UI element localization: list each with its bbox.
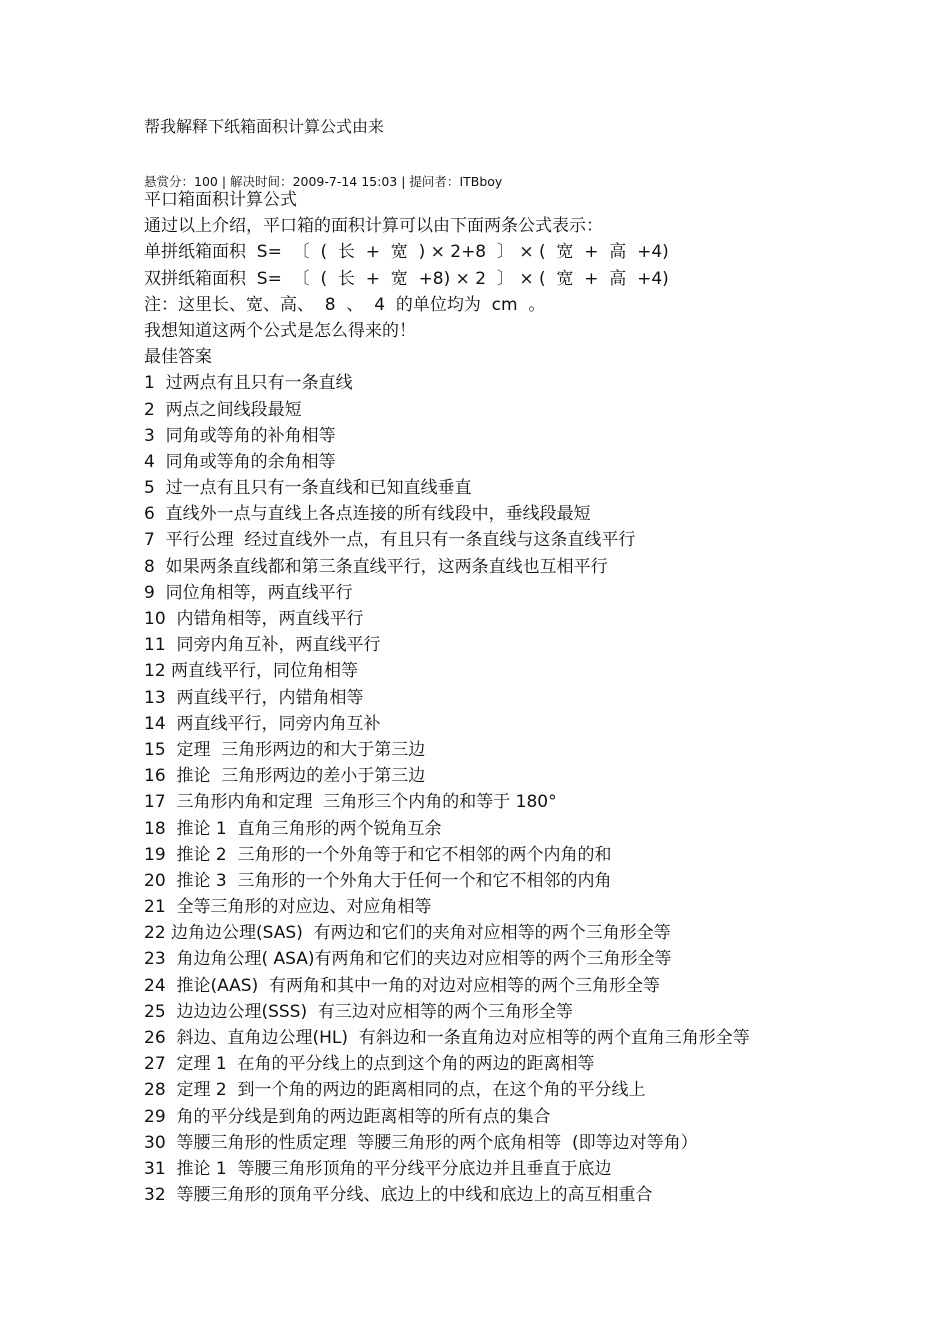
list-item: 7 平行公理 经过直线外一点，有且只有一条直线与这条直线平行 [144,530,636,551]
list-item: 17 三角形内角和定理 三角形三个内角的和等于 180° [144,792,557,813]
list-item: 3 同角或等角的补角相等 [144,425,336,446]
list-item: 9 同位角相等，两直线平行 [144,582,353,603]
list-item: 26 斜边、直角边公理(HL) 有斜边和一条直角边对应相等的两个直角三角形全等 [144,1028,750,1048]
list-item: 30 等腰三角形的性质定理 等腰三角形的两个底角相等 (即等边对等角） [144,1132,698,1153]
reward-value: 100 [194,174,218,189]
list-item: 11 同旁内角互补，两直线平行 [144,635,381,656]
document-body [144,187,864,1208]
list-item: 31 推论 1 等腰三角形顶角的平分线平分底边并且垂直于底边 [144,1158,612,1179]
list-item: 19 推论 2 三角形的一个外角等于和它不相邻的两个内角的和 [144,844,612,865]
list-item: 13 两直线平行，内错角相等 [144,687,364,708]
body-line: 注：这里长、宽、高、 8 、 4 的单位均为 cm 。 [144,294,546,315]
list-item: 18 推论 1 直角三角形的两个锐角互余 [144,818,442,839]
list-item: 15 定理 三角形两边的和大于第三边 [144,739,426,760]
question-title: 帮我解释下纸箱面积计算公式由来 [144,117,385,136]
list-item: 20 推论 3 三角形的一个外角大于任何一个和它不相邻的内角 [144,870,612,891]
solved-time-value: 2009-7-14 15:03 [292,174,398,189]
formula-line: 双拼纸箱面积 S= 〔 ( 长 + 宽 +8) × 2 〕 × ( 宽 + 高 +4) [144,268,669,289]
meta-separator: | [397,174,410,189]
list-item: 21 全等三角形的对应边、对应角相等 [144,897,432,918]
list-item: 2 两点之间线段最短 [144,399,302,420]
list-item: 5 过一点有且只有一条直线和已知直线垂直 [144,478,472,499]
list-item: 28 定理 2 到一个角的两边的距离相同的点，在这个角的平分线上 [144,1080,646,1101]
body-line: 平口箱面积计算公式 [144,190,297,210]
list-item: 16 推论 三角形两边的差小于第三边 [144,766,426,787]
list-item: 24 推论(AAS) 有两角和其中一角的对边对应相等的两个三角形全等 [144,975,661,996]
body-line: 我想知道这两个公式是怎么得来的！ [144,320,416,341]
list-item: 32 等腰三角形的顶角平分线、底边上的中线和底边上的高互相重合 [144,1185,653,1206]
list-item: 8 如果两条直线都和第三条直线平行，这两条直线也互相平行 [144,556,608,577]
best-answer-heading: 最佳答案 [144,347,212,368]
list-item: 22 边角边公理(SAS) 有两边和它们的夹角对应相等的两个三角形全等 [144,923,671,944]
list-item: 29 角的平分线是到角的两边距离相等的所有点的集合 [144,1106,551,1127]
list-item: 27 定理 1 在角的平分线上的点到这个角的两边的距离相等 [144,1054,595,1075]
list-item: 6 直线外一点与直线上各点连接的所有线段中，垂线段最短 [144,504,591,525]
list-item: 25 边边边公理(SSS) 有三边对应相等的两个三角形全等 [144,1001,573,1022]
meta-separator: | [217,174,231,189]
list-item: 14 两直线平行，同旁内角互补 [144,713,381,734]
body-line: 通过以上介绍，平口箱的面积计算可以由下面两条公式表示： [144,216,603,237]
solved-time-label: 解决时间： [230,174,293,189]
asker-value: ITBboy [459,174,503,189]
list-item: 23 角边角公理( ASA)有两角和它们的夹边对应相等的两个三角形全等 [144,949,672,970]
list-item: 1 过两点有且只有一条直线 [144,373,353,394]
list-item: 10 内错角相等，两直线平行 [144,609,364,629]
formula-line: 单拼纸箱面积 S= 〔 ( 长 + 宽 ) × 2+8 〕 × ( 宽 + 高 +4) [144,242,669,263]
reward-label: 悬赏分： [144,174,195,189]
list-item: 12 两直线平行，同位角相等 [144,661,359,682]
list-item: 4 同角或等角的余角相等 [144,451,336,472]
asker-label: 提问者： [409,174,460,189]
